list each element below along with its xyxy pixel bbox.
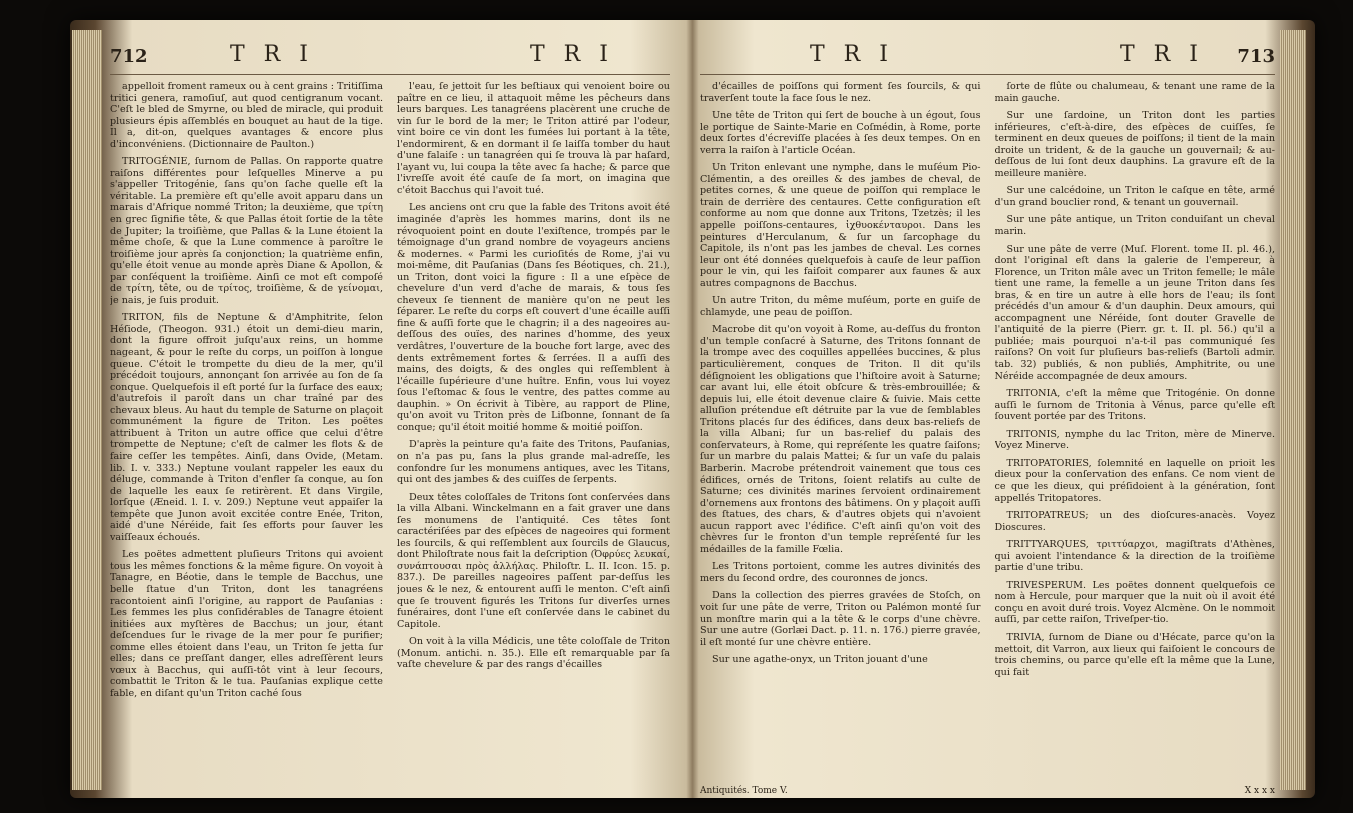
paragraph: Sur une pâte de verre (Muſ. Florent. tome II. pl. 46.), dont l'original eſt dans la galerie de l'empereur, à Florence, un Triton mâle avec un Triton femelle; le mâle tient une rame, la femelle a un jeune Triton dans ſes bras, & en tire un autre à elle hors de l'eau; ils ſont précédés d'un amour & d'un dauphin. Deux amours, qui accompagnent une Néréide, ſont douter Gravelle de l'antiquité de la pierre (Pierr. gr. t. II. pl. 56.) qu'il a publiée; mais pourquoi n'a-t-il pas communiqué ſes raiſons? On voit ſur pluſieurs bas-reliefs (Bartoli admir. tab. 32) publiés, & non publiés, Amphitrite, ou une Néréide accompagnée de deux amours.	[994, 243, 1275, 382]
paragraph: Sur une calcédoine, un Triton le caſque en tête, armé d'un grand bouclier rond, & tenant un gouvernail.	[994, 185, 1275, 208]
running-head: T R I	[810, 42, 894, 67]
paragraph: ſorte de flûte ou chalumeau, & tenant une rame de la main gauche.	[994, 81, 1275, 104]
footer-signature: X x x x	[1244, 786, 1275, 796]
running-head: T R I	[230, 42, 314, 67]
page-edges-left	[72, 30, 102, 790]
paragraph: Un Triton enlevant une nymphe, dans le muſéum Pio-Clémentin, a des oreilles & des jambes de cheval, de petites cornes, & une queue de poiſſon qui remplace le train de derrière des centaures. Cette configuration eſt conforme au nom que donne aux Tritons, Tzetzès; il les appelle poiſſons-centaures, ἰχθυοκένταυροι. Dans les peintures d'Herculanum, & ſur un ſarcophage du Capitole, ils n'ont pas les jambes de cheval. Les cornes leur ont été données quelquefois à cauſe de leur paſſion pour le vin, qui les faiſoit comparer aux faunes & aux autres compagnons de Bacchus.	[700, 162, 981, 289]
left-page	[110, 40, 670, 790]
left-page-column-1	[110, 81, 383, 781]
right-page-header	[700, 40, 1275, 75]
paragraph: On voit à la villa Médicis, une tête coloſſale de Triton (Monum. antichi. n. 35.). Elle eſt remarquable par ſa vaſte chevelure & par des rangs d'écailles	[397, 636, 670, 671]
paragraph: TRITON, fils de Neptune & d'Amphitrite, ſelon Héſiode, (Theogon. 931.) étoit un demi-dieu marin, dont la figure offroit juſqu'aux reins, un homme nageant, & pour le reſte du corps, un poiſſon à longue queue. C'étoit le trompette du dieu de la mer, qu'il précédoit toujours, annonçant ſon arrivée au ſon de ſa conque. Quelquefois il eſt porté ſur la ſurface des eaux; d'autrefois il paroît dans un char traîné par des chevaux bleus. Au haut du temple de Saturne on plaçoit communément la figure de Triton. Les poëtes attribuent à Triton un autre office que celui d'être trompette de Neptune; c'eſt de calmer les flots & de faire ceſſer les tempêtes. Ainſi, dans Ovide, (Metam. lib. I. v. 333.) Neptune voulant rappeler les eaux du déluge, commande à Triton d'enfler ſa conque, au ſon de laquelle les eaux ſe retirèrent. Et dans Virgile, lorſque (Æneid. l. I. v. 209.) Neptune veut appaiſer la tempête que Junon avoit excitée contre Enée, Triton, aidé d'une Néréide, fait ſes efforts pour ſauver les vaiſſeaux échoués.	[110, 312, 383, 543]
paragraph: l'eau, ſe jettoit ſur les beſtiaux qui venoient boire ou paître en ce lieu, il attaquoit même les pêcheurs dans leurs barques. Les tanagréens placèrent une cruche de vin ſur le bord de la mer; le Triton attiré par l'odeur, vint boire ce vin dont les fumées lui portant à la tête, l'endormirent, & en dormant il ſe laiſſa tomber du haut d'une falaiſe : un tanagréen qui ſe trouva là par haſard, l'ayant vu, lui coupa la tête avec ſa hache; & parce que l'ivreſſe avoit été cauſe de ſa mort, on imagina que c'étoit Bacchus qui l'avoit tué.	[397, 81, 670, 196]
paragraph: D'après la peinture qu'a faite des Tritons, Pauſanias, on n'a pas pu, ſans la plus grande mal-adreſſe, les confondre ſur les monumens antiques, avec les Titans, qui ont des jambes & des cuiſſes de ſerpents.	[397, 439, 670, 486]
page-number-713: 713	[1237, 46, 1275, 67]
paragraph: TRITOPATORIES, ſolemnité en laquelle on prioit les dieux pour la conſervation des enfans. Ce nom vient de ce que les dieux, qui préſidoient à la génération, ſont appellés Tritopatores.	[994, 457, 1275, 504]
paragraph: Les Tritons portoient, comme les autres divinités des mers du ſecond ordre, des couronnes de joncs.	[700, 561, 981, 584]
paragraph: TRITONIA, c'eſt la même que Tritogénie. On donne auſſi le ſurnom de Tritonia à Vénus, parce qu'elle eſt ſouvent portée par des Tritons.	[994, 388, 1275, 423]
paragraph: Sur une agathe-onyx, un Triton jouant d'une	[712, 654, 928, 666]
paragraph: TRITOPATREUS; un des dioſcures-anacès. Voyez Dioscures.	[994, 510, 1275, 533]
paragraph: TRITTYARQUES, τριττύαρχοι, magiſtrats d'Athènes, qui avoient l'intendance & la direction de la troiſième partie d'une tribu.	[994, 539, 1275, 574]
paragraph: d'écailles de poiſſons qui forment ſes ſourcils, & qui traverſent toute la face ſous le nez.	[700, 81, 981, 104]
paragraph: TRITONIS, nymphe du lac Triton, mère de Minerve. Voyez Minerve.	[994, 428, 1275, 452]
right-page-column-2	[995, 81, 1276, 781]
footer-volume: Antiquités. Tome V.	[700, 786, 788, 796]
page-number-712: 712	[110, 46, 148, 67]
paragraph: Sur une pâte antique, un Triton conduiſant un cheval marin.	[994, 214, 1275, 238]
running-head: T R I	[530, 42, 614, 67]
paragraph: TRIVIA, ſurnom de Diane ou d'Hécate, parce qu'on la mettoit, dit Varron, aux lieux qui faiſoient le concours de trois chemins, ou parce qu'elle eſt la même que la Lune, qui fait	[994, 631, 1275, 678]
paragraph: Macrobe dit qu'on voyoit à Rome, au-deſſus du fronton d'un temple conſacré à Saturne, des Tritons ſonnant de la trompe avec des coquilles appellées buccines, & plus particulièrement, conques de Triton. Il dit qu'ils déſignoient les obligations que l'hiſtoire avoit à Saturne; car avant lui, elle étoit obſcure & très-embrouillée; & depuis lui, elle étoit devenue claire & ſuivie. Mais cette alluſion prétendue eſt détruite par la vue de ſemblables Tritons placés ſur des édifices, dans deux bas-reliefs de la villa Albani; ſur un bas-relief du palais des conſervateurs, à Rome, qui repréſente les quatre ſaiſons; ſur un marbre du palais Mattei; & ſur un vaſe du palais Barberin. Macrobe prétendroit vainement que tous ces édifices, ornés de Tritons, ſoient relatifs au culte de Saturne; ces divinités marines ſervoient ordinairement d'ornemens aux frontons des bâtimens. On y plaçoit auſſi des ſtatues, des chars, & d'autres objets qui n'avoient aucun rapport avec l'édifice. C'eſt ainſi qu'on voit des chèvres ſur le fronton d'un temple repréſenté ſur les médailles de la famille Fœlia.	[700, 324, 981, 555]
paragraph: Un autre Triton, du même muſéum, porte en guiſe de chlamyde, une peau de poiſſon.	[700, 295, 981, 318]
paragraph: Une tête de Triton qui ſert de bouche à un égout, ſous le portique de Sainte-Marie en Coſmédin, à Rome, porte deux ſortes d'écreviſſe placées à ſes deux tempes. On en verra la raiſon à l'article Océan.	[700, 110, 981, 156]
paragraph: TRIVESPERUM. Les poëtes donnent quelquefois ce nom à Hercule, pour marquer que la nuit où il avoit été conçu en avoit duré trois. Voyez Alcmène. On le nommoit auſſi, par cette raiſon, Triveſper-tio.	[994, 579, 1275, 626]
paragraph: Les poëtes admettent pluſieurs Tritons qui avoient tous les mêmes fonctions & la même figure. On voyoit à Tanagre, en Béotie, dans le temple de Bacchus, une belle ſtatue d'un Triton, dont les tanagréens racontoient ainſi l'origine, au rapport de Pauſanias : Les femmes les plus conſidérables de Tanagre étoient initiées aux myſtères de Bacchus; un jour, étant deſcendues ſur le rivage de la mer pour ſe purifier; comme elles étoient dans l'eau, un Triton ſe jetta ſur elles; dans ce preſſant danger, elles adreſſèrent leurs vœux à Bacchus, qui auſſi-tôt vint à leur ſecours, combattit le Triton & le tua. Pauſanias explique cette fable, en diſant qu'un Triton caché ſous	[110, 549, 383, 699]
right-page-column-1	[700, 81, 981, 781]
paragraph: TRITOGÉNIE, ſurnom de Pallas. On rapporte quatre raiſons différentes pour leſquelles Minerve a pu s'appeller Tritogénie, ſans qu'on ſache quelle eſt la véritable. La première eſt qu'elle avoit apparu dans un marais d'Afrique nommé Triton; la deuxième, que τρίτη en grec ſignifie tête, & que Pallas étoit ſortie de la tête de Jupiter; la troiſième, que Pallas & la Lune étoient la même choſe, & que la Lune commence à paroître le troiſième jour après ſa conjonction; la quatrième enfin, qu'elle étoit venue au monde après Diane & Apollon, & par conſéquent la troiſième. Ainſi ce mot eſt compoſé de τρίτη, tête, ou de τρίτος, troiſième, & de γείνομαι, je nais, je ſuis produit.	[110, 156, 383, 306]
left-page-header	[110, 40, 670, 75]
running-head: T R I	[1120, 42, 1204, 67]
paragraph: Les anciens ont cru que la fable des Tritons avoit été imaginée d'après les hommes marins, dont ils ne révoquoient point en doute l'exiſtence, trompés par le témoignage d'un grand nombre de voyageurs anciens & modernes. « Parmi les curioſités de Rome, j'ai vu moi-même, dit Pauſanias (Dans ſes Béotiques, ch. 21.), un Triton, dont voici la figure : Il a une eſpèce de chevelure d'un verd d'ache de marais, & tous ſes cheveux ſe tiennent de manière qu'on ne peut les ſéparer. Le reſte du corps eſt couvert d'une écaille auſſi fine & auſſi forte que le chagrin; il a des nageoires au-deſſous des ouïes, des narines d'homme, des yeux verdâtres, l'ouverture de la bouche fort large, avec des dents extrêmement fortes & ſerrées. Il a auſſi des mains, des doigts, & des ongles qui reſſemblent à l'écaille ſupérieure d'une huître. Enfin, vous lui voyez ſous l'eſtomac & ſous le ventre, des pattes comme au dauphin. » On écrivit à Tibère, au rapport de Pline, qu'on avoit vu Triton près de Liſbonne, ſonnant de ſa conque; qu'il étoit moitié homme & moitié poiſſon.	[397, 202, 670, 433]
paragraph: appelloit froment rameux ou à cent grains : Tritiſſima tritici genera, ramoſiuſ, aut quod centigranum vocant. C'eſt le bled de Smyrne, ou bled de miracle, qui produit plusieurs épis aſſemblés en bouquet au haut de la tige. Il a, dit-on, quelques avantages & encore plus d'inconvéniens. (Dictionnaire de Paulton.)	[110, 81, 383, 150]
paragraph: Sur une ſardoine, un Triton dont les parties inférieures, c'eſt-à-dire, des eſpèces de cuiſſes, ſe terminent en deux queues de poiſſons; il tient de la main droite un trident, & de la gauche un gouvernail; & au-deſſous de lui ſont deux dauphins. La gravure eſt de la meilleure manière.	[994, 110, 1275, 179]
right-page	[700, 40, 1275, 796]
left-page-column-2	[397, 81, 670, 781]
paragraph: Deux têtes coloſſales de Tritons ſont conſervées dans la villa Albani. Winckelmann en a fait graver une dans ſes monumens de l'antiquité. Ces têtes ſont caractériſées par des eſpèces de nageoires qui forment les ſourcils, & qui reſſemblent aux ſourcils de Glaucus, dont Philoſtrate nous fait la deſcription (Ὀφρύες λευκαί, συνάπτουσαι πρὸς ἀλλήλας. Philoſtr. L. II. Icon. 15. p. 837.). De pareilles nageoires paſſent par-deſſus les joues & le nez, & entourent auſſi le menton. C'eſt ainſi que ſe trouvent figurés les Tritons ſur diverſes urnes funéraires, dont l'une eſt conſervée dans le cabinet du Capitole.	[397, 491, 670, 630]
page-edges-right	[1280, 30, 1306, 790]
paragraph: Dans la collection des pierres gravées de Stoſch, on voit ſur une pâte de verre, Triton ou Palémon monté ſur un monſtre marin qui a la tête & le corps d'une chèvre. Sur une autre (Gorlæi Dact. p. 11. n. 176.) pierre gravée, il eſt monté ſur une chèvre entière.	[700, 590, 981, 648]
